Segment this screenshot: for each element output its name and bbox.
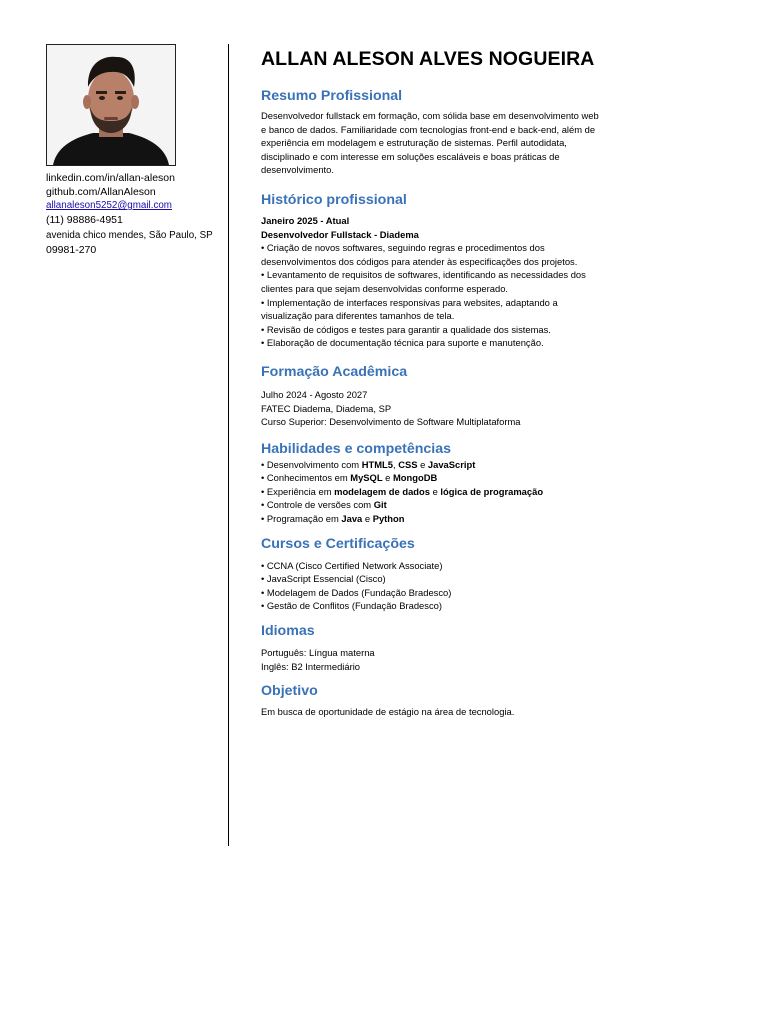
language-item: Português: Língua materna	[261, 647, 375, 659]
language-item: Inglês: B2 Intermediário	[261, 660, 361, 672]
skill-item: • Conhecimentos em MySQL e MongoDB	[261, 472, 438, 484]
section-objetivo	[261, 705, 611, 719]
column-divider	[228, 44, 229, 846]
email-link[interactable]: allanaleson5252@gmail.com	[46, 200, 172, 211]
section-heading-formacao: Formação Acadêmica	[261, 363, 408, 380]
job-line: • Revisão de códigos e testes para garantir a qualidade dos sistemas.	[261, 323, 551, 335]
profile-photo	[46, 44, 176, 166]
contact-info	[46, 171, 221, 257]
objective-text: Em busca de oportunidade de estágio na área de tecnologia.	[261, 706, 515, 718]
course-item: • JavaScript Essencial (Cisco)	[261, 573, 386, 585]
section-heading-idiomas: Idiomas	[261, 623, 315, 640]
section-heading-historico: Histórico profissional	[261, 191, 407, 208]
address-line-1: avenida chico mendes, São Paulo, SP	[46, 230, 213, 241]
address-line-2: 09981-270	[46, 244, 97, 256]
section-habilidades	[261, 458, 611, 526]
resumo-line: Desenvolvedor fullstack em formação, com sólida base em desenvolvimento web	[261, 110, 599, 121]
section-idiomas	[261, 646, 611, 673]
skill-item: • Experiência em modelagem de dados e lógica de programação	[261, 485, 544, 497]
resume-main	[261, 46, 611, 719]
section-heading-objetivo: Objetivo	[261, 683, 318, 700]
education-period: Julho 2024 - Agosto 2027	[261, 388, 368, 400]
job-line: • Elaboração de documentação técnica para suporte e manutenção.	[261, 337, 544, 349]
education-course: Curso Superior: Desenvolvimento de Software Multiplataforma	[261, 416, 521, 428]
resumo-line: experiência em modelagem e estruturação de sistemas. Perfil autodidata,	[261, 137, 567, 149]
resumo-line: e banco de dados. Familiaridade com tecnologias front-end e back-end, além de	[261, 123, 596, 135]
course-item: • Modelagem de Dados (Fundação Bradesco)	[261, 586, 452, 598]
job-line: clientes para que sejam desenvolvidas conforme esperado.	[261, 282, 509, 294]
linkedin-link[interactable]: linkedin.com/in/allan-aleson	[46, 172, 175, 184]
section-cursos	[261, 559, 611, 613]
job-line: • Criação de novos softwares, seguindo regras e procedimentos dos	[261, 242, 545, 254]
job-line: desenvolvimentos dos códigos para atender às especificações dos projetos.	[261, 255, 578, 267]
skill-item: • Programação em Java e Python	[261, 513, 405, 525]
job-role: Desenvolvedor Fullstack - Diadema	[261, 228, 419, 240]
skill-item: • Desenvolvimento com HTML5, CSS e JavaScript	[261, 458, 476, 470]
section-heading-habilidades: Habilidades e competências	[261, 440, 452, 457]
job-line: • Levantamento de requisitos de softwares, identificando as necessidades dos	[261, 269, 586, 281]
resumo-line: desenvolvimento.	[261, 164, 334, 176]
section-formacao	[261, 388, 611, 429]
education-institution: FATEC Diadema, Diadema, SP	[261, 402, 392, 414]
job-period: Janeiro 2025 - Atual	[261, 214, 350, 226]
job-line: visualização para diferentes tamanhos de tela.	[261, 310, 455, 322]
section-heading-resumo: Resumo Profissional	[261, 88, 403, 104]
phone-number: (11) 98886-4951	[46, 214, 123, 226]
section-historico	[261, 214, 611, 350]
section-resumo	[261, 109, 611, 177]
course-item: • CCNA (Cisco Certified Network Associate)	[261, 559, 443, 571]
candidate-name: ALLAN ALESON ALVES NOGUEIRA	[261, 48, 595, 70]
skill-item: • Controle de versões com Git	[261, 499, 387, 511]
section-heading-cursos: Cursos e Certificações	[261, 535, 415, 552]
resumo-line: disciplinado e com interesse em soluções escaláveis e boas práticas de	[261, 150, 560, 162]
github-link[interactable]: github.com/AllanAleson	[46, 186, 156, 198]
course-item: • Gestão de Conflitos (Fundação Bradesco)	[261, 600, 442, 612]
job-line: • Implementação de interfaces responsivas para websites, adaptando a	[261, 296, 558, 308]
